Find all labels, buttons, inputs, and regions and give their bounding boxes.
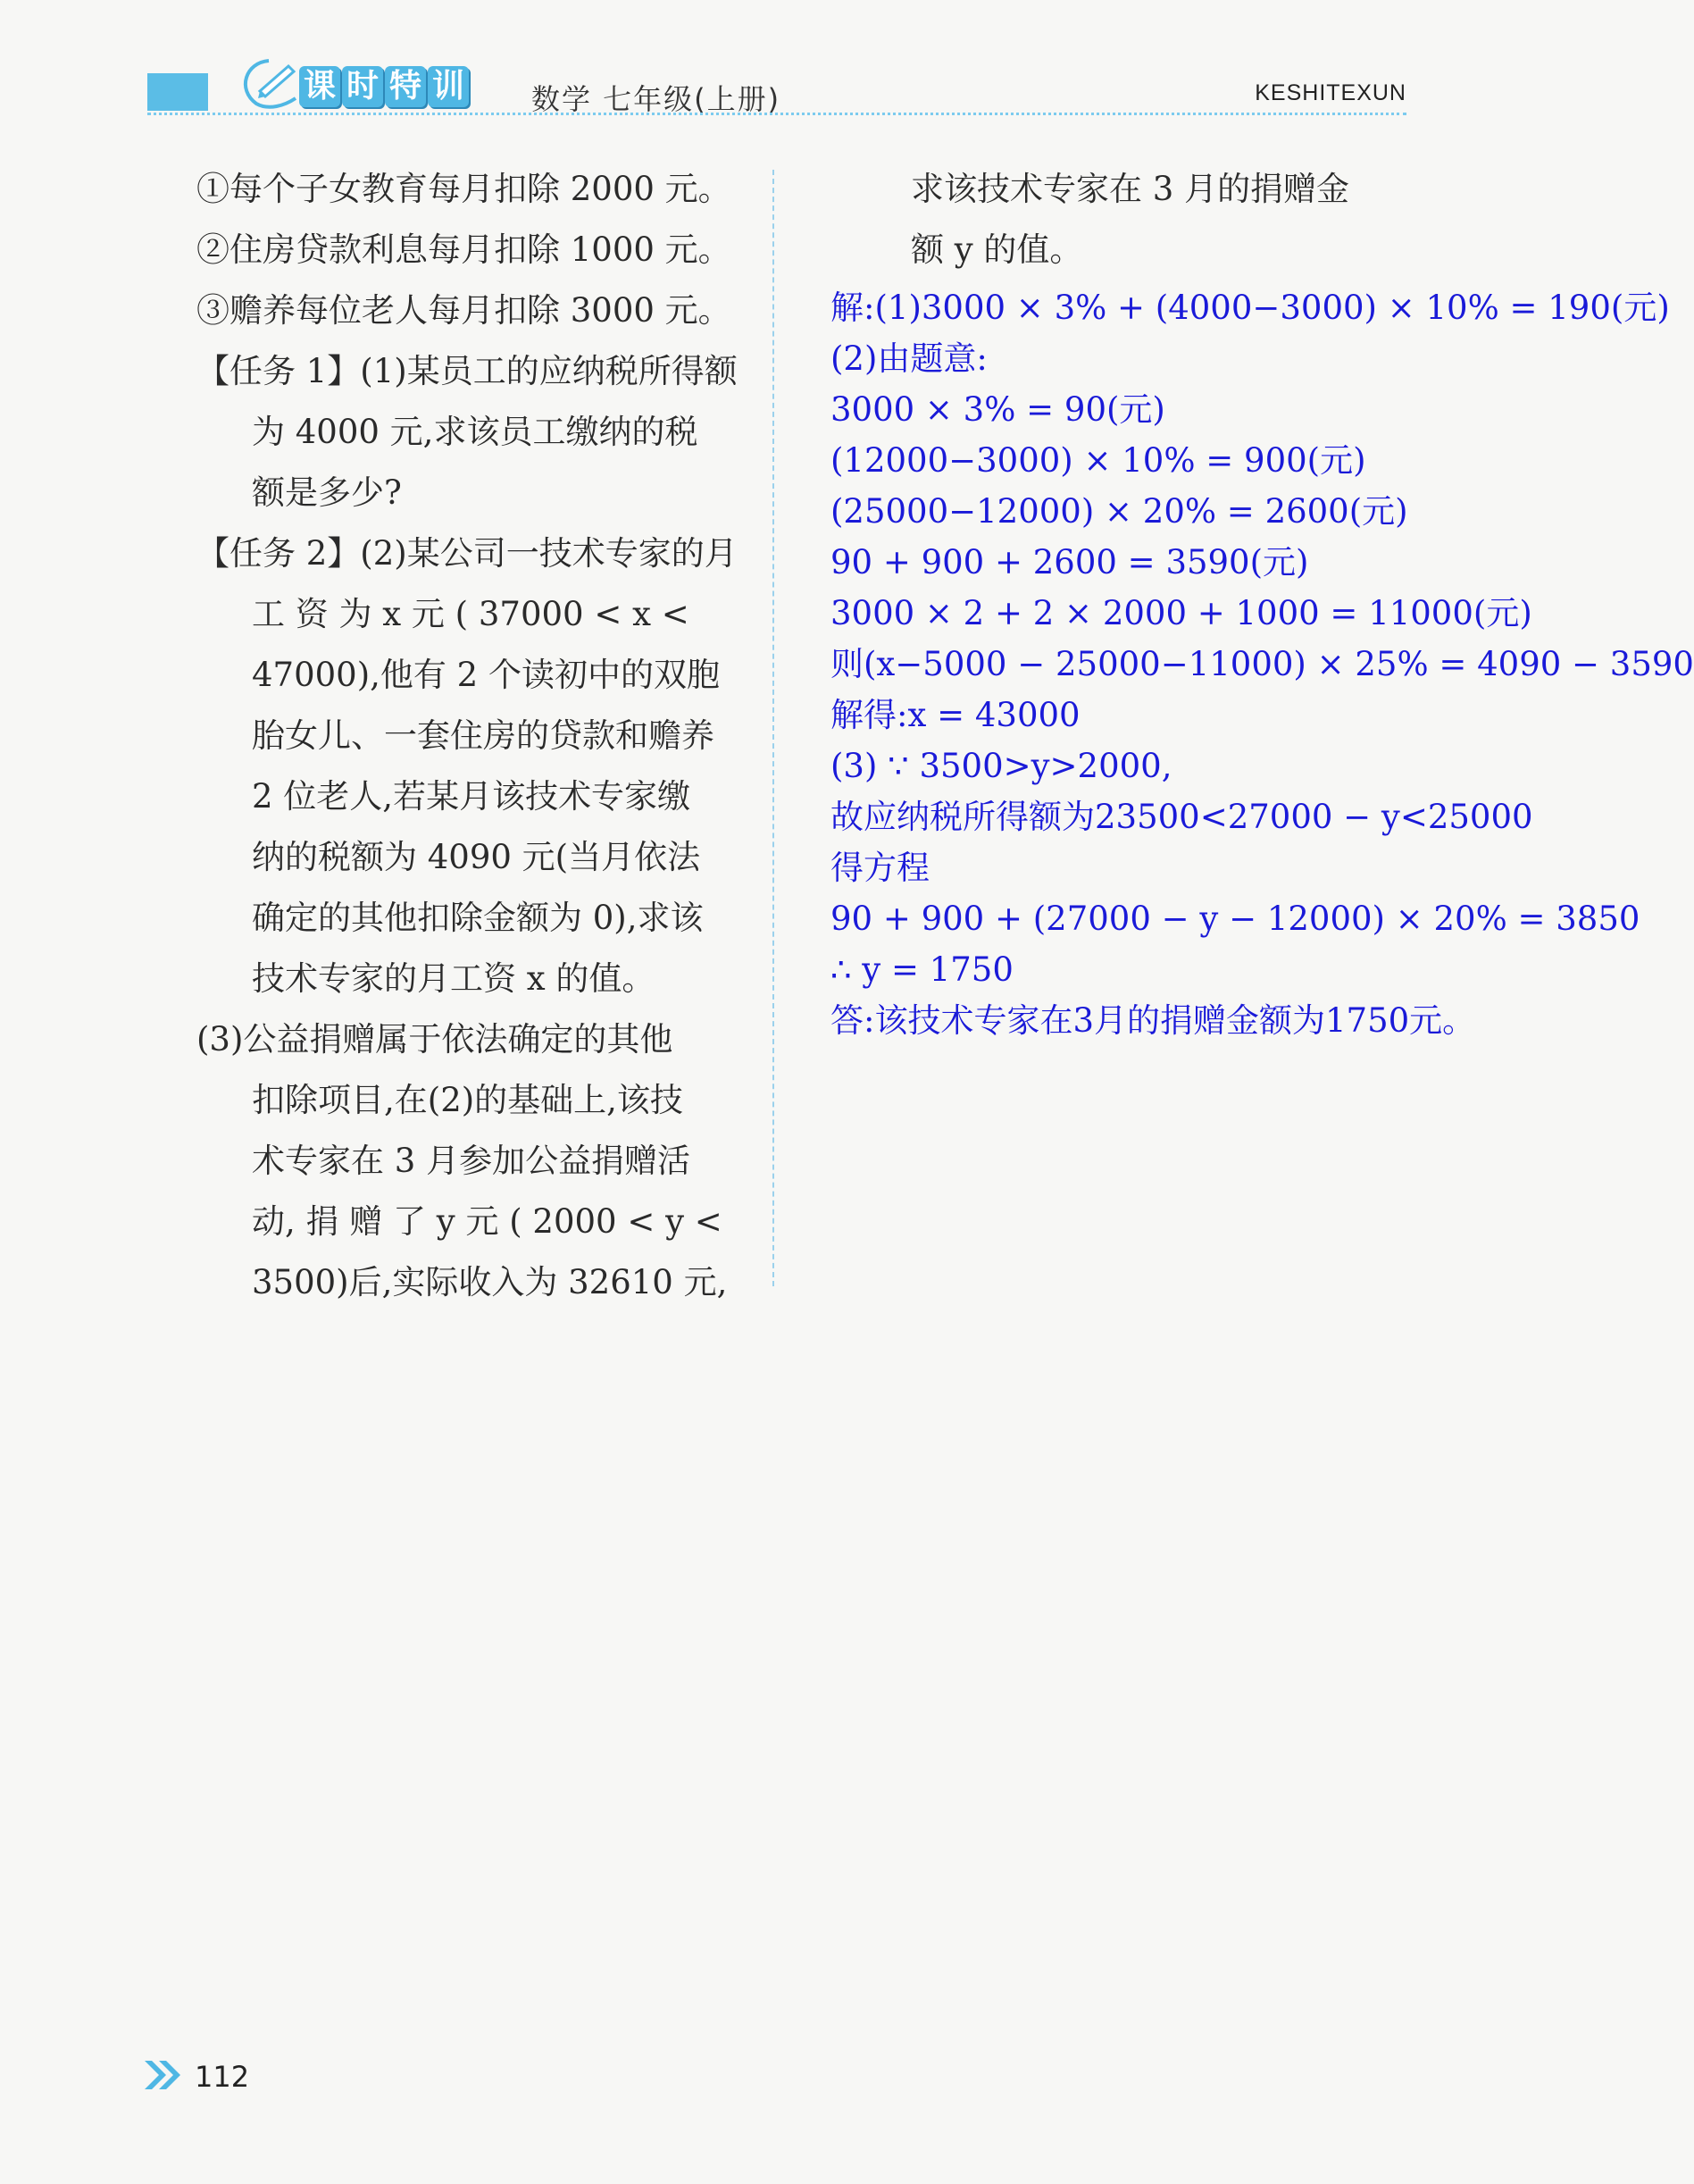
answer-line: 90 + 900 + 2600 = 3590(元) <box>830 543 1309 582</box>
header-subject: 数学 七年级(上册) <box>531 82 781 116</box>
answer-line: 3000 × 2 + 2 × 2000 + 1000 = 11000(元) <box>830 594 1532 632</box>
task2-line: 【任务 2】(2)某公司一技术专家的月 <box>196 534 738 573</box>
task3-line: (3)公益捐赠属于依法确定的其他 <box>196 1020 673 1059</box>
task2-line: 2 位老人,若某月该技术专家缴 <box>252 777 691 816</box>
question-left-column <box>196 159 755 1313</box>
answer-line: (12000−3000) × 10% = 900(元) <box>830 441 1366 480</box>
task2-line: 确定的其他扣除金额为 0),求该 <box>252 899 704 937</box>
deduction-item: ②住房贷款利息每月扣除 1000 元。 <box>196 230 731 269</box>
header-logo-text <box>299 66 469 111</box>
deduction-item: ③赡养每位老人每月扣除 3000 元。 <box>196 291 731 330</box>
task2-line: 胎女儿、一套住房的贷款和赡养 <box>252 716 714 755</box>
question-right-column <box>911 159 1349 280</box>
answer-line: 得方程 <box>830 849 930 887</box>
deduction-item: ①每个子女教育每月扣除 2000 元。 <box>196 170 731 208</box>
task1-line: 额是多少? <box>252 473 402 512</box>
task3-line: 求该技术专家在 3 月的捐赠金 <box>911 170 1350 208</box>
answer-line: 90 + 900 + (27000 − y − 12000) × 20% = 3850 <box>830 900 1640 938</box>
answer-line: 答:该技术专家在3月的捐赠金额为1750元。 <box>830 1001 1476 1040</box>
task3-line: 额 y 的值。 <box>911 230 1083 269</box>
task1-line: 为 4000 元,求该员工缴纳的税 <box>252 413 698 451</box>
answer-line: (2)由题意: <box>830 339 988 378</box>
task1-line: 【任务 1】(1)某员工的应纳税所得额 <box>196 352 738 390</box>
answer-line: 解:(1)3000 × 3% + (4000−3000) × 10% = 190(元) <box>830 289 1670 327</box>
task2-line: 47000),他有 2 个读初中的双胞 <box>252 656 720 694</box>
task2-line: 技术专家的月工资 x 的值。 <box>252 959 655 998</box>
answer-line: (3) ∵ 3500>y>2000, <box>830 747 1172 785</box>
answer-line: 解得:x = 43000 <box>830 696 1081 734</box>
header-divider <box>147 113 1406 115</box>
task3-line: 术专家在 3 月参加公益捐赠活 <box>252 1142 691 1180</box>
answer-block <box>830 282 1694 1046</box>
answer-line: ∴ y = 1750 <box>830 950 1014 989</box>
header-color-block <box>147 73 208 111</box>
answer-line: 故应纳税所得额为23500<27000 − y<25000 <box>830 798 1533 836</box>
logo-char: 训 <box>428 66 469 107</box>
double-chevron-right-icon <box>143 2059 182 2091</box>
logo-char: 课 <box>299 66 340 107</box>
column-divider <box>772 170 774 1286</box>
answer-line: (25000−12000) × 20% = 2600(元) <box>830 492 1408 531</box>
header-code: KESHITEXUN <box>1255 80 1406 105</box>
page-number: 112 <box>195 2060 250 2094</box>
logo-char: 特 <box>385 66 426 107</box>
task2-line: 纳的税额为 4090 元(当月依法 <box>252 838 701 876</box>
logo-char: 时 <box>342 66 383 107</box>
task3-line: 3500)后,实际收入为 32610 元, <box>252 1263 728 1301</box>
answer-line: 则(x−5000 − 25000−11000) × 25% = 4090 − 3590 <box>830 645 1694 683</box>
task3-line: 扣除项目,在(2)的基础上,该技 <box>252 1081 683 1119</box>
page-header <box>147 54 1406 116</box>
answer-line: 3000 × 3% = 90(元) <box>830 390 1165 429</box>
task2-line: 工 资 为 x 元 ( 37000 < x < <box>252 595 689 633</box>
task3-line: 动, 捐 赠 了 y 元 ( 2000 < y < <box>252 1202 722 1241</box>
